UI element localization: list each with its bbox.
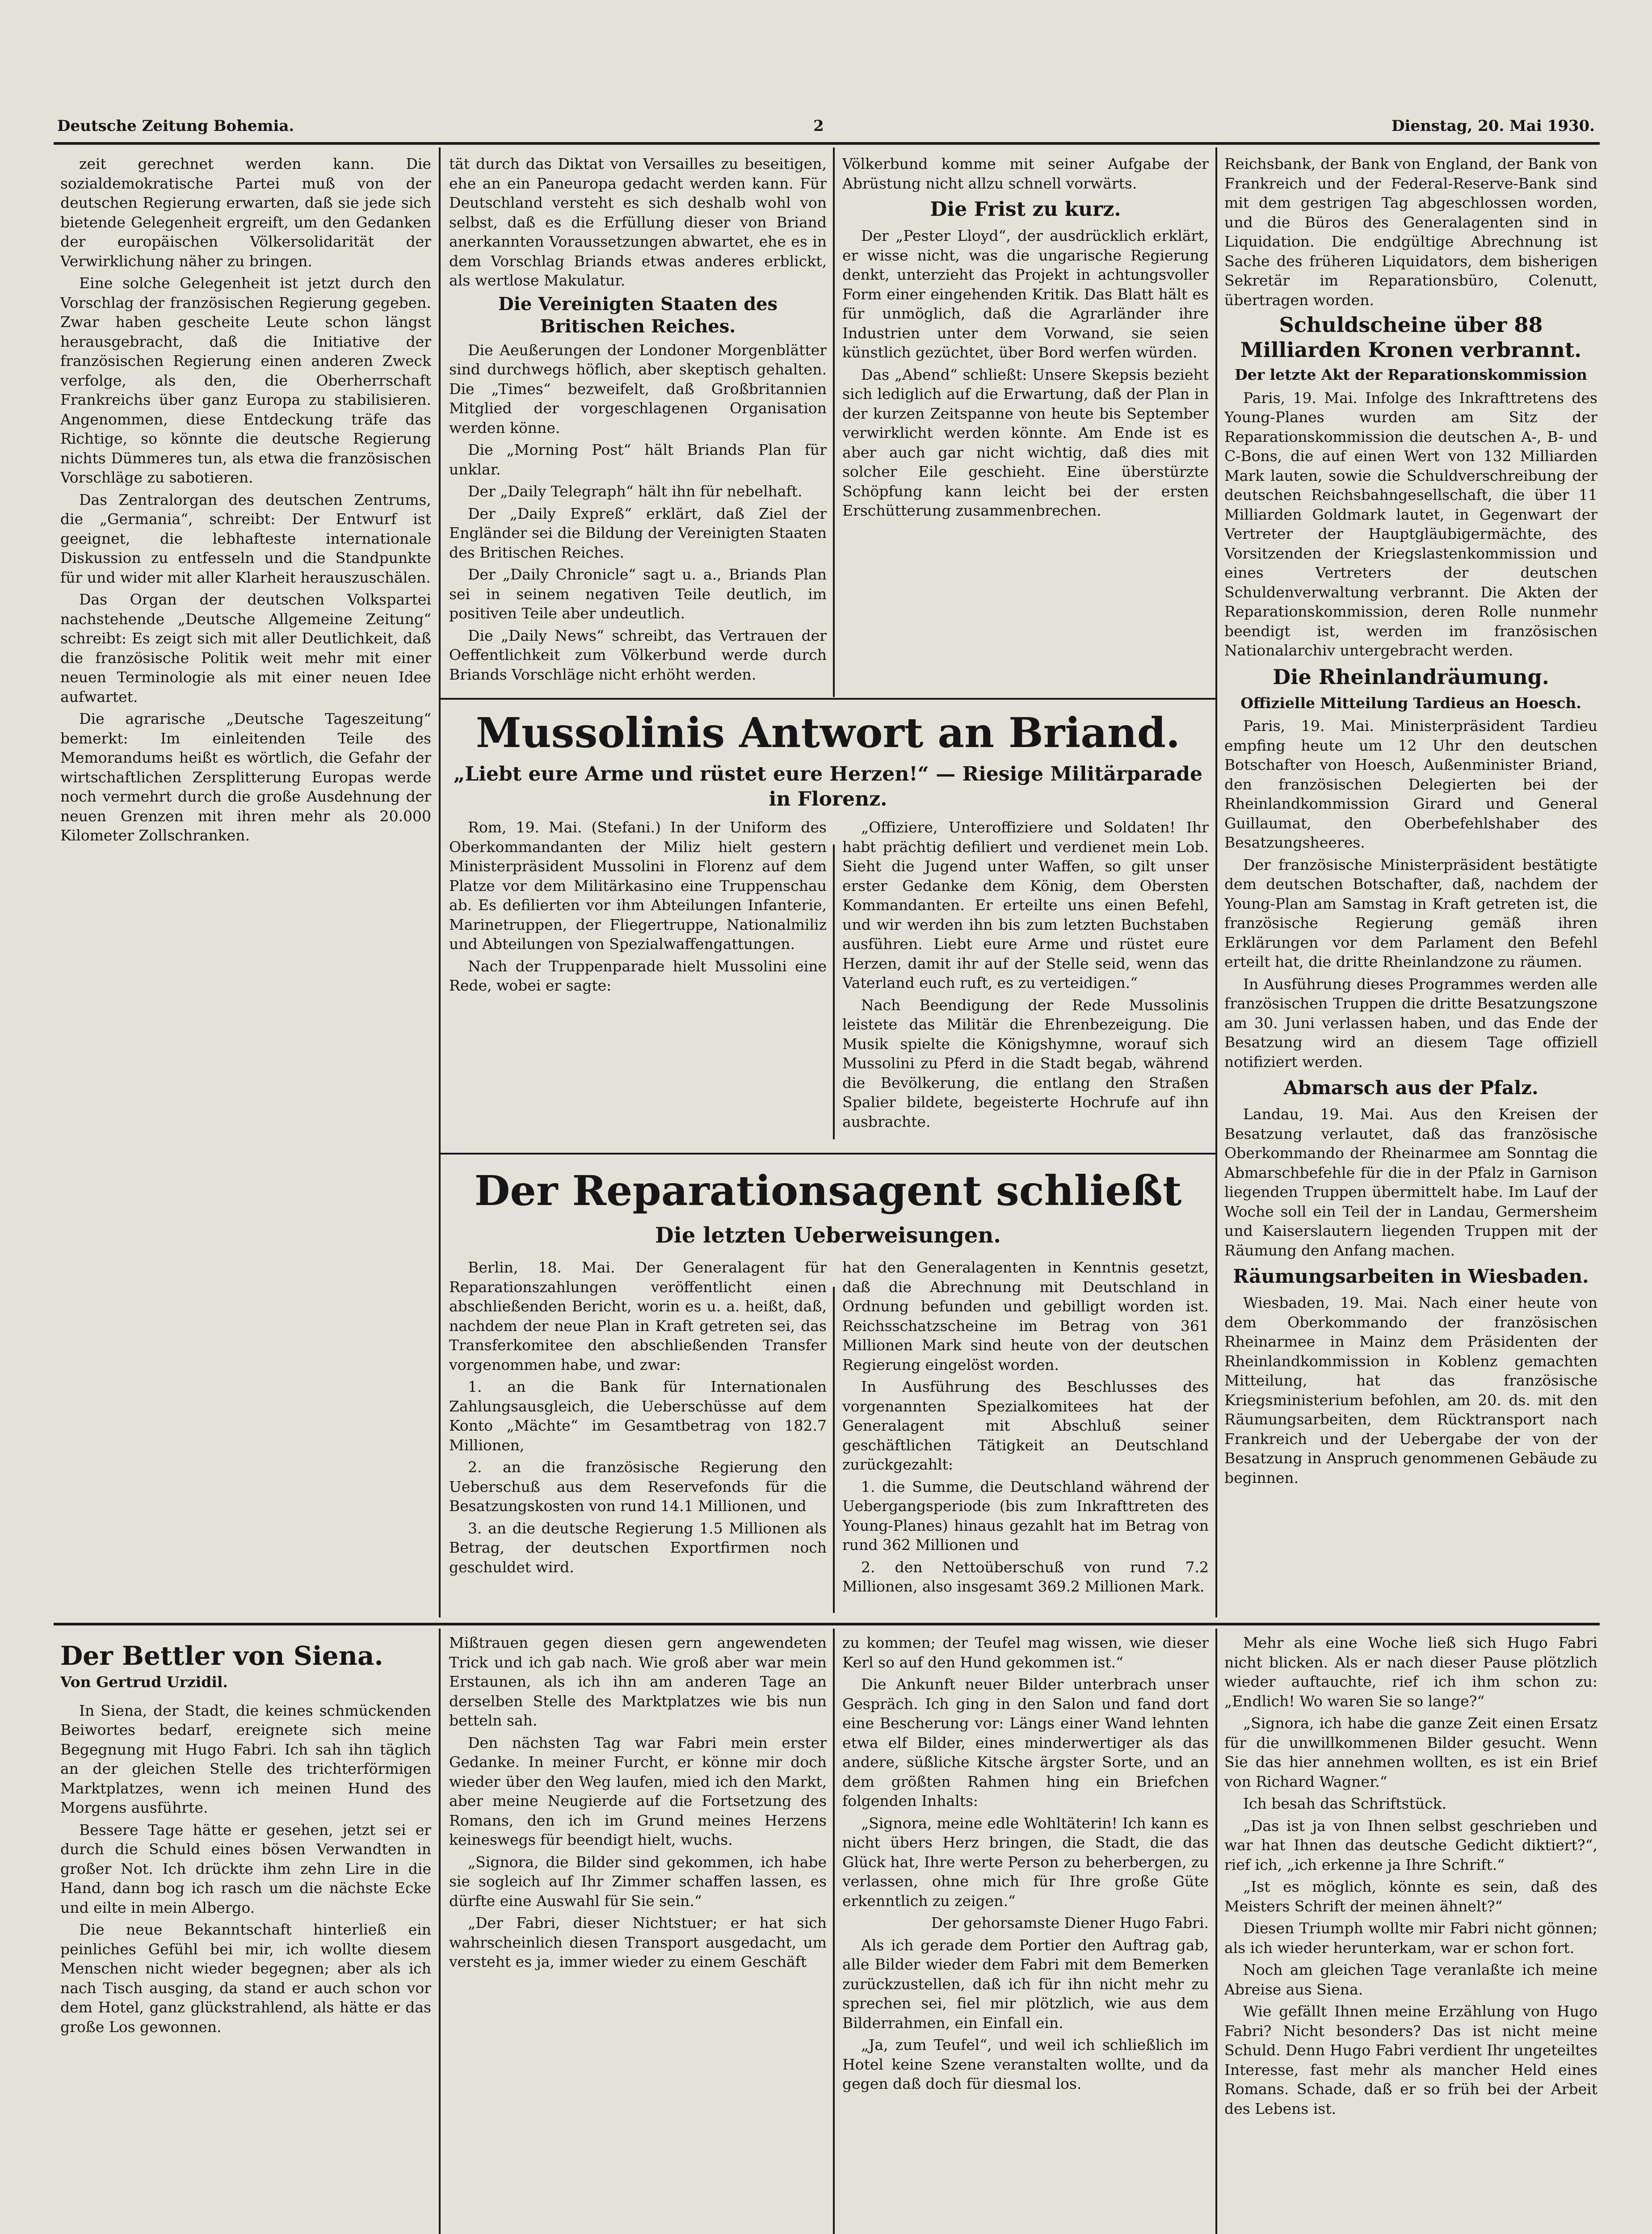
middle-rule-v1 bbox=[833, 844, 835, 1139]
col4-paragraph: Paris, 19. Mai. Ministerpräsident Tardieu empfing heute um 12 Uhr den deutschen Botschafter von Hoesch, Außenminister Briand, den französischen Delegierten bei der Rheinlandkommission Girard und General Guillaumat, den Oberbefehlshaber des Besatzungsheeres. bbox=[1224, 717, 1597, 851]
story-paragraph: „Signora, ich habe die ganze Zeit einen Ersatz für die unwillkommenen Bilder gesucht. Wenn Sie das hier annehmen wollten, es ist ein Brief von Richard Wagner.“ bbox=[1224, 1714, 1597, 1790]
col4-paragraph: Reichsbank, der Bank von England, der Bank von Frankreich und der Federal-Reserve-Bank sind mit dem gestrigen Tag abgeschlossen worden, und die Büros des Generalagenten sind in Liquidation. Die endgültige Abrechnung ist Sache des früheren Liquidators, dem bisherigen Sekretär im Reparationsbüro, Colenutt, übertragen worden. bbox=[1224, 155, 1597, 309]
bonds-burned-subhead: Der letzte Akt der Reparationskommission bbox=[1235, 366, 1587, 383]
col2-paragraph: Der „Daily Expreß“ erklärt, daß Ziel der Engländer sei die Bildung der Vereinigten Staaten des Britischen Reiches. bbox=[449, 504, 827, 561]
reparation-paragraph: Berlin, 18. Mai. Der Generalagent für Reparationszahlungen veröffentlicht einen abschließenden Bericht, worin es u. a. heißt, daß, nachdem der neue Plan in Kraft getreten sei, das Transferkomitee den abschließenden Transfer vorgenommen habe, und zwar: bbox=[449, 1259, 827, 1373]
story-column-1 bbox=[60, 1633, 431, 2234]
story-paragraph: „Ist es möglich, könnte es sein, daß des Meisters Schrift der meinen ähnelt?“ bbox=[1224, 1878, 1597, 1915]
bonds-burned-headline: Schuldscheine über 88 Milliarden Kronen verbrannt. bbox=[1240, 313, 1582, 362]
story-paragraph: Diesen Triumph wollte mir Fabri nicht gönnen; als ich wieder herunterkam, war er schon fort. bbox=[1224, 1919, 1597, 1957]
issue-date: Dienstag, 20. Mai 1930. bbox=[1391, 117, 1595, 135]
rhineland-headline: Die Rheinlandräumung. bbox=[1273, 664, 1549, 689]
col3-paragraph: Der „Pester Lloyd“, der ausdrücklich erklärt, er wisse nicht, was die ungarische Regierung denkt, unterzieht das Projekt in achtungsvoller Form einer eingehenden Kritik. Das Blatt hält es für unmöglich, daß die Agrarländer ihre Industrien unter dem Vorwand, sie seien künstlich gezüchtet, über Bord werfen würden. bbox=[842, 227, 1209, 361]
story-paragraph: „Das ist ja von Ihnen selbst geschrieben und war hat Ihnen das deutsche Gedicht diktiert?“, rief ich, „ich erkenne ja Ihre Schrift.“ bbox=[1224, 1817, 1597, 1873]
col4-paragraph: Der französische Ministerpräsident bestätigte dem deutschen Botschafter, daß, nachdem der Young-Plan am Samstag in Kraft getreten ist, die französische Regierung gemäß ihren Erklärungen vor dem Parlament den Befehl erteilt hat, die dritte Rheinlandzone zu räumen. bbox=[1224, 856, 1597, 970]
reparation-text-left bbox=[449, 1258, 827, 1611]
bottom-rule-1 bbox=[439, 1629, 441, 2234]
story-paragraph: „Signora, meine edle Wohltäterin! Ich kann es nicht übers Herz bringen, die Stadt, die das Glück hat, Ihre werte Person zu beherbergen, zu verlassen, ohne mich für Ihre große Güte erkenntlich zu zeigen.“ bbox=[842, 1814, 1209, 1910]
story-paragraph: Bessere Tage hätte er gesehen, jetzt sei er durch die Schuld eines bösen Verwandten in großer Not. Ich drückte ihm zehn Lire in die Hand, dann bog ich rasch um die nächste Ecke und eilte in mein Albergo. bbox=[60, 1821, 431, 1916]
mussolini-paragraph: Nach Beendigung der Rede Mussolinis leistete das Militär die Ehrenbezeigung. Die Musik spielte die Königshymne, worauf sich Mussolini zu Pferd in die Stadt begab, während die Bevölkerung, die entlang den Straßen Spalier bildete, begeisterte Hochrufe auf ihn ausbrachte. bbox=[842, 996, 1209, 1130]
mussolini-paragraph: Nach der Truppenparade hielt Mussolini eine Rede, wobei er sagte: bbox=[449, 957, 827, 994]
reparation-agent-headline: Der Reparationsagent schließt bbox=[474, 1167, 1182, 1215]
story-paragraph: „Der Fabri, dieser Nichtstuer; er hat sich wahrscheinlich diesen Transport ausgedacht, um versteht es ja, immer wieder zu einem Geschäft bbox=[449, 1914, 827, 1970]
reparation-paragraph: hat den Generalagenten in Kenntnis gesetzt, daß die Abrechnung mit Deutschland in Ordnung befunden und gebilligt worden ist. Reichsschatzscheine im Betrag von 361 Millionen Mark sind heute von der deutschen Regierung eingelöst worden. bbox=[842, 1259, 1209, 1373]
col4-paragraph: Landau, 19. Mai. Aus den Kreisen der Besatzung verlautet, daß das französische Oberkommando der Rheinarmee am Sonntag die Abmarschbefehle für die in der Pfalz in Garnison liegenden Truppen übermittelt habe. Im Lauf der Woche soll ein Teil der in Landau, Germersheim und Kaiserslautern liegenden Truppen mit der Räumung den Anfang machen. bbox=[1224, 1105, 1597, 1259]
story-column-2 bbox=[449, 1633, 827, 2234]
story-column-3 bbox=[842, 1633, 1209, 2234]
middle-rule-v2 bbox=[833, 1287, 835, 1613]
mussolini-paragraph: „Offiziere, Unteroffiziere und Soldaten! Ihr habt prächtig defiliert und verdienet mein Lob. Sieht die Jugend unter Waffen, so gilt unser erster Gedanke dem König, dem Obersten Kommandanten. Er erteilte uns einen Befehl, und wir werden ihn bis zum letzten Buchstaben ausführen. Liebt eure Arme und rüstet eure Herzen, damit ihr auf der Stelle seid, wenn das Vaterland euch ruft, es zu verteidigen.“ bbox=[842, 819, 1209, 991]
column-rule-1 bbox=[439, 147, 441, 1617]
paper-name: Deutsche Zeitung Bohemia. bbox=[57, 117, 294, 135]
story-paragraph: zu kommen; der Teufel mag wissen, wie dieser Kerl so auf den Hund gekommen ist.“ bbox=[842, 1634, 1209, 1671]
col1-paragraph: Die agrarische „Deutsche Tageszeitung“ bemerkt: Im einleitenden Teile des Memorandums heißt es wörtlich, die Gefahr der wirtschaftlichen Zersplitterung Europas werde noch vermehrt durch die große Ausdehnung der neuen Grenzen mit ihren mehr als 20.000 Kilometer Zollschranken. bbox=[60, 710, 431, 844]
reparation-paragraph: 1. die Summe, die Deutschland während der Uebergangsperiode (bis zum Inkrafttreten des Young-Planes) hinaus gezahlt hat im Betrag von rund 362 Millionen und bbox=[842, 1478, 1209, 1554]
mussolini-text-right bbox=[842, 818, 1209, 1144]
reparation-paragraph: 1. an die Bank für Internationalen Zahlungsausgleich, die Ueberschüsse auf dem Konto „Mächte“ im Gesamtbetrag von 182.7 Millionen, bbox=[449, 1378, 827, 1454]
story-paragraph: Die neue Bekanntschaft hinterließ ein peinliches Gefühl bei mir, ich wollte diesem Menschen nicht wieder begegnen; aber als ich nach Tisch ausging, da stand er auch schon vor dem Hotel, ganz glückstrahlend, als hätte er das große Los gewonnen. bbox=[60, 1921, 431, 2036]
col4-paragraph: In Ausführung dieses Programmes werden alle französischen Truppen die dritte Besatzungszone am 30. Juni verlassen haben, und das Ende der Besatzung wird an diesem Tage offiziell notifiziert werden. bbox=[1224, 975, 1597, 1071]
story-paragraph: Die Ankunft neuer Bilder unterbrach unser Gespräch. Ich ging in den Salon und fand dort eine Bescherung vor: Längs einer Wand lehnten etwa elf Bilder, eines minderwertiger als das andere, süßliche Kitsche ärgster Sorte, und an dem größten Rahmen hing ein Briefchen folgenden Inhalts: bbox=[842, 1676, 1209, 1810]
story-paragraph: „Ja, zum Teufel“, und weil ich schließlich im Hotel keine Szene veranstalten wollte, und da gegen daß doch für diesmal los. bbox=[842, 2036, 1209, 2092]
deadline-headline: Die Frist zu kurz. bbox=[930, 198, 1121, 221]
story-paragraph: In Siena, der Stadt, die keines schmückenden Beiwortes bedarf, ereignete sich meine Begegnung mit Hugo Fabri. Ich sah ihn täglich an der gleichen Stelle des trichterförmigen Marktplatzes, wenn ich meinen Hund des Morgens ausführte. bbox=[60, 1701, 431, 1816]
page-number: 2 bbox=[813, 117, 824, 135]
middle-rule-mid bbox=[441, 1153, 1215, 1155]
reparation-paragraph: 2. an die französische Regierung den Ueberschuß aus dem Reservefonds für die Besatzungskosten von rund 14.1 Millionen, und bbox=[449, 1458, 827, 1515]
story-column-4 bbox=[1224, 1633, 1597, 2234]
col1-paragraph: Das Zentralorgan des deutschen Zentrums, die „Germania“, schreibt: Der Entwurf ist geeignet, die lebhafteste internationale Diskussion zu entfesseln und die Standpunkte für und wider mit aller Klarheit herauszuschälen. bbox=[60, 491, 431, 586]
col1-paragraph: Das Organ der deutschen Volkspartei nachstehende „Deutsche Allgemeine Zeitung“ schreibt: Es zeigt sich mit aller Deutlichkeit, daß die französische Politik weit mehr mit einer neuen Terminologie als mit einer neuen Idee aufwartet. bbox=[60, 591, 431, 705]
story-paragraph: „Signora, die Bilder sind gekommen, ich habe sie sogleich auf Ihr Zimmer schaffen lassen, es dürfte eine Auswahl für Sie sein.“ bbox=[449, 1853, 827, 1910]
mussolini-paragraph: Rom, 19. Mai. (Stefani.) In der Uniform des Oberkommandanten der Miliz hielt gestern Ministerpräsident Mussolini in Florenz auf dem Platze vor dem Militärkasino eine Truppenschau ab. Es defilierten vor ihm Abteilungen Infanterie, Marinetruppen, der Fliegertruppe, Nationalmiliz und Abteilungen von Spezialwaffengattungen. bbox=[449, 819, 827, 953]
wiesbaden-headline: Räumungsarbeiten in Wiesbaden. bbox=[1233, 1265, 1589, 1287]
reparation-paragraph: In Ausführung des Beschlusses des vorgenannten Spezialkomitees hat der Generalagent mit Abschluß seiner geschäftlichen Tätigkeit an Deutschland zurückgezahlt: bbox=[842, 1378, 1209, 1473]
reparation-paragraph: 3. an die deutsche Regierung 1.5 Millionen als Betrag, der deutschen Exportfirmen noch geschuldet wird. bbox=[449, 1519, 827, 1576]
reparation-agent-subheadline: Die letzten Ueberweisungen. bbox=[655, 1223, 1001, 1248]
story-byline: Von Gertrud Urzidil. bbox=[60, 1673, 228, 1691]
rhineland-subhead: Offizielle Mitteilung Tardieus an Hoesch. bbox=[1240, 694, 1581, 712]
col2-paragraph: Der „Daily Telegraph“ hält ihn für nebelhaft. bbox=[468, 483, 803, 500]
reparation-text-right bbox=[842, 1258, 1209, 1611]
story-paragraph: Den nächsten Tag war Fabri mein erster Gedanke. In meiner Furcht, er könne mir doch wieder über den Weg laufen, mied ich den Markt, aber meine Neugierde auf die Fortsetzung des Romans, den ich im Grund meines Herzens keineswegs für beendigt hielt, wuchs. bbox=[449, 1734, 827, 1848]
header-rule bbox=[54, 142, 1600, 145]
story-title: Der Bettler von Siena. bbox=[60, 1641, 383, 1671]
col1-paragraph: Eine solche Gelegenheit ist jetzt durch den Vorschlag der französischen Regierung gegeben. Zwar haben gescheite Leute schon längst herausgebracht, daß die Initiative der französischen Regierung einen anderen Zweck verfolge, als den, die Oberherrschaft Frankreichs über ganz Europa zu stabilisieren. Angenommen, diese Entdeckung träfe das Richtige, so könnte die deutsche Regierung nichts Dümmeres tun, als etwa die französischen Vorschläge zu sabotieren. bbox=[60, 274, 431, 486]
story-paragraph: Als ich gerade dem Portier den Auftrag gab, alle Bilder wieder dem Fabri mit dem Bemerken zurückzustellen, daß ich für ihn nicht mehr zu sprechen sei, fiel mir plötzlich, wie aus dem Bilderrahmen, ein Einfall ein. bbox=[842, 1936, 1209, 2032]
column-4 bbox=[1224, 154, 1597, 1611]
story-signature: Der gehorsamste Diener Hugo Fabri. bbox=[931, 1914, 1209, 1932]
story-paragraph: Mißtrauen gegen diesen gern angewendeten Trick und ich gab nach. Wie groß aber war mein Erstaunen, als ich ihn am anderen Tage an derselben Stelle des Marktplatzes wie bis nun betteln sah. bbox=[449, 1634, 827, 1729]
bottom-rule-3 bbox=[1215, 1629, 1217, 2234]
column-2 bbox=[449, 154, 827, 693]
mussolini-headline: Mussolinis Antwort an Briand. bbox=[475, 709, 1181, 757]
story-paragraph: Mehr als eine Woche ließ sich Hugo Fabri nicht blicken. Als er nach dieser Pause plötzlich wieder auftauchte, rief ich ihm schon zu: „Endlich! Wo waren Sie so lange?“ bbox=[1224, 1634, 1597, 1710]
col2-paragraph: tät durch das Diktat von Versailles zu beseitigen, ehe an ein Paneuropa gedacht werden kann. Für Deutschland versteht es sich deshalb wohl von selbst, daß es die Erfüllung dieser von Briand anerkannten Voraussetzungen abwartet, ehe es in dem Vorschlag Briands etwas anderes erblickt, als wertlose Makulatur. bbox=[449, 155, 827, 289]
feuilleton-rule bbox=[54, 1623, 1600, 1625]
column-rule-3 bbox=[1215, 147, 1217, 1617]
reparation-paragraph: 2. den Nettoüberschuß von rund 7.2 Millionen, also insgesamt 369.2 Millionen Mark. bbox=[842, 1558, 1209, 1595]
column-3 bbox=[842, 154, 1209, 693]
col4-paragraph: Paris, 19. Mai. Infolge des Inkrafttretens des Young-Planes wurden am Sitz der Reparationskommission die deutschen A-, B- und C-Bons, die auf einen Wert von 132 Milliarden Mark lauten, sowie die Schuldverschreibung der deutschen Reichsbahngesellschaft, die über 11 Milliarden Goldmark lautet, in Gegenwart der Vertreter der Hauptgläubigermächte, des Vorsitzenden der Kriegslastenkommission und eines Vertreters der deutschen Schuldenverwaltung verbrannt. Die Akten der Reparationskommission, deren Rolle nunmehr beendigt ist, werden im französischen Nationalarchiv untergebracht werden. bbox=[1224, 389, 1597, 659]
col1-paragraph: zeit gerechnet werden kann. Die sozialdemokratische Partei muß von der deutschen Regierung erwarten, daß sie jede sich bietende Gelegenheit ergreift, um den Gedanken der europäischen Völkersolidarität der Verwirklichung näher zu bringen. bbox=[60, 155, 431, 270]
col2-paragraph: Die Aeußerungen der Londoner Morgenblätter sind durchwegs höflich, aber skeptisch gehalten. Die „Times“ bezweifelt, daß Großbritannien Mitglied der vorgeschlagenen Organisation werden könne. bbox=[449, 341, 827, 437]
palatinate-headline: Abmarsch aus der Pfalz. bbox=[1283, 1077, 1539, 1099]
col3-paragraph: Das „Abend“ schließt: Unsere Skepsis bezieht sich lediglich auf die Erwartung, daß der Plan in der kurzen Zeitspanne von heute bis September verwirklicht werden könnte. Am Ende ist es aber auch gar nicht wichtig, daß dies mit solcher Eile geschieht. Eine überstürzte Schöpfung kann leicht bei der ersten Erschütterung zusammenbrechen. bbox=[842, 365, 1209, 519]
story-paragraph: Wie gefällt Ihnen meine Erzählung von Hugo Fabri? Nicht besonders? Das ist nicht meine Schuld. Denn Hugo Fabri verdient Ihr ungeteiltes Interesse, fast mehr als mancher Held eines Romans. Schade, daß er so früh bei der Arbeit des Lebens ist. bbox=[1224, 2003, 1597, 2117]
col2-paragraph: Der „Daily Chronicle“ sagt u. a., Briands Plan sei in seinem negativen Teile deutlich, im positiven Teile aber undeutlich. bbox=[449, 566, 827, 622]
col2-paragraph: Die „Daily News“ schreibt, das Vertrauen der Oeffentlichkeit zum Völkerbund werde durch Briands Vorschläge nicht erhöht werden. bbox=[449, 626, 827, 683]
mussolini-text-left bbox=[449, 818, 827, 1144]
col4-paragraph: Wiesbaden, 19. Mai. Nach einer heute von dem Oberkommando der französischen Rheinarmee in Mainz dem Präsidenten der Rheinlandkommission in Koblenz gemachten Mitteilung, hat das französische Kriegsministerium befohlen, am 20. ds. mit den Räumungsarbeiten, dem Rücktransport nach Frankreich und der Uebergabe der von der Besatzung in Anspruch genommenen Gebäude zu beginnen. bbox=[1224, 1294, 1597, 1487]
mussolini-subheadline: „Liebt eure Arme und rüstet eure Herzen!“ — Riesige Militärparade in Florenz. bbox=[454, 763, 1202, 810]
column-rule-2 bbox=[833, 147, 835, 697]
british-empire-headline: Die Vereinigten Staaten des Britischen Reiches. bbox=[498, 293, 778, 337]
middle-rule-top bbox=[441, 698, 1215, 700]
story-paragraph: Ich besah das Schriftstück. bbox=[1243, 1795, 1447, 1812]
column-1 bbox=[60, 154, 431, 1611]
col2-paragraph: Die „Morning Post“ hält Briands Plan für unklar. bbox=[449, 441, 827, 478]
story-paragraph: Noch am gleichen Tage veranlaßte ich meine Abreise aus Siena. bbox=[1224, 1961, 1597, 1998]
col3-paragraph: Völkerbund komme mit seiner Aufgabe der Abrüstung nicht allzu schnell vorwärts. bbox=[842, 155, 1209, 192]
bottom-rule-2 bbox=[833, 1629, 835, 2234]
